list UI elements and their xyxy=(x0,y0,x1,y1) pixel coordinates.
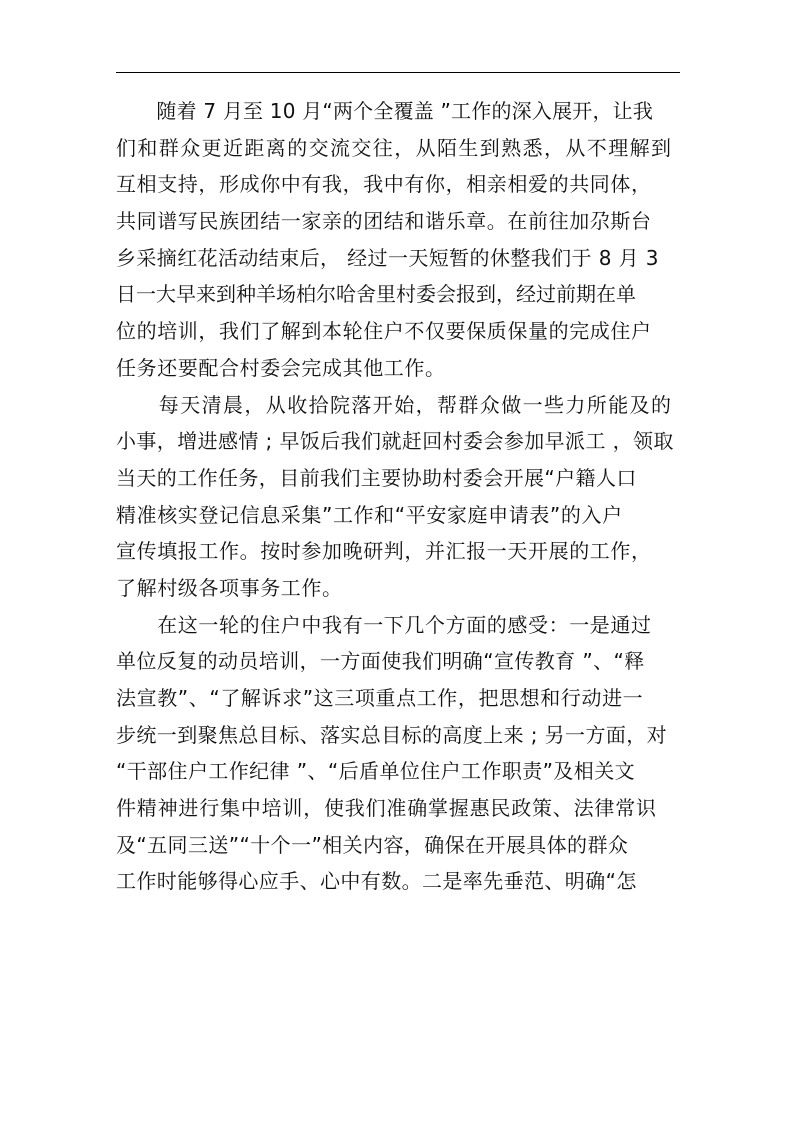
paragraph-1 xyxy=(116,93,680,387)
header-rule xyxy=(116,72,680,73)
text-line: “干部住户工作纪律 ”、“后盾单位住户工作职责”及相关文 xyxy=(116,759,636,784)
text-line: 随着 7 月至 10 月“两个全覆盖 ”工作的深入展开，让我 xyxy=(116,99,654,123)
text-line: 精准核实登记信息采集”工作和“平安家庭申请表”的入户 xyxy=(116,502,623,527)
text-line: 乡采摘红花活动结束后， 经过一天短暂的休整我们于 8 月 3 xyxy=(116,245,659,270)
text-line: 共同谱写民族团结一家亲的团结和谐乐章。在前往加尕斯台 xyxy=(116,209,652,234)
text-line: 工作时能够得心应手、心中有数。二是率先垂范、明确“怎 xyxy=(116,869,637,894)
text-line: 步统一到聚焦总目标、落实总目标的高度上来 ; 另一方面，对 xyxy=(116,722,668,747)
text-line: 位的培训，我们了解到本轮住户不仅要保质保量的完成住户 xyxy=(116,319,652,344)
text-line: 任务还要配合村委会完成其他工作。 xyxy=(116,355,446,380)
text-line: 宣传填报工作。按时参加晚研判，并汇报一天开展的工作， xyxy=(116,539,652,564)
text-line: 单位反复的动员培训，一方面使我们明确“宣传教育 ”、“释 xyxy=(116,649,645,674)
text-line: 当天的工作任务，目前我们主要协助村委会开展“户籍人口 xyxy=(116,465,637,490)
text-line: 了解村级各项事务工作。 xyxy=(116,575,343,600)
text-line: 每天清晨，从收拾院落开始，帮群众做一些力所能及的 xyxy=(116,392,673,417)
text-line: 们和群众更近距离的交流交往，从陌生到熟悉，从不理解到 xyxy=(116,135,673,160)
text-line: 法宣教”、“了解诉求”这三项重点工作，把思想和行动进一 xyxy=(116,686,644,710)
paragraph-3 xyxy=(116,607,680,901)
text-line: 小事，增进感情 ; 早饭后我们就赶回村委会参加早派工 ，领取 xyxy=(116,429,674,454)
text-line: 日一大早来到种羊场柏尔哈舍里村委会报到，经过前期在单 xyxy=(116,282,636,307)
text-line: 及“五同三送”“十个一”相关内容，确保在开展具体的群众 xyxy=(116,832,629,857)
paragraph-2 xyxy=(116,387,680,607)
text-line: 在这一轮的住户中我有一下几个方面的感受：一是通过 xyxy=(116,612,652,637)
text-line: 互相支持，形成你中有我，我中有你，相亲相爱的共同体， xyxy=(116,172,652,197)
document-body xyxy=(116,93,680,900)
text-line: 件精神进行集中培训，使我们准确掌握惠民政策、法律常识 xyxy=(116,796,657,821)
